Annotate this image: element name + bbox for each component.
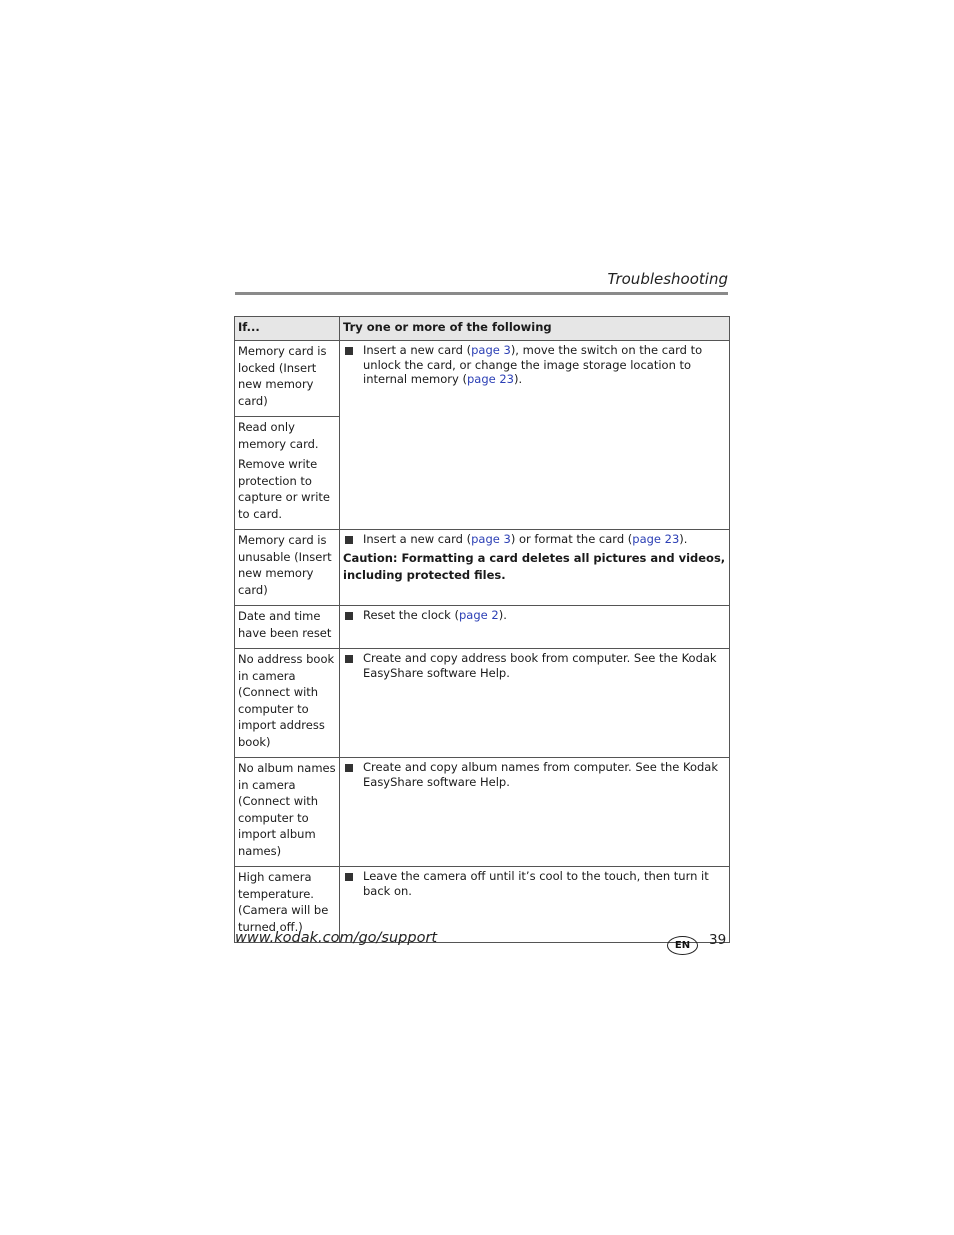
action-item bbox=[343, 869, 726, 898]
table-row bbox=[235, 606, 730, 649]
condition-text: High camera temperature. (Camera will be turned off.) bbox=[238, 870, 329, 934]
page-link[interactable]: page 23 bbox=[466, 372, 514, 386]
condition-text: Memory card is unusable (Insert new memory card) bbox=[238, 533, 332, 597]
table-header-row bbox=[235, 317, 730, 341]
table-row bbox=[235, 758, 730, 867]
section-title: Troubleshooting bbox=[607, 270, 728, 288]
action-text: Create and copy album names from computer. See the Kodak EasyShare software Help. bbox=[363, 760, 719, 789]
action-item bbox=[343, 532, 726, 547]
action-cell bbox=[340, 606, 730, 649]
condition-cell bbox=[235, 649, 340, 758]
bullet-square-icon bbox=[345, 347, 353, 355]
action-text: ), move the switch on the card to unlock the card, or change the image storage location to internal memory ( bbox=[363, 343, 703, 386]
action-item bbox=[343, 343, 726, 387]
table-row bbox=[235, 341, 730, 417]
table-row bbox=[235, 530, 730, 606]
table-row bbox=[235, 649, 730, 758]
page-link[interactable]: page 23 bbox=[632, 532, 680, 546]
action-text: Leave the camera off until it’s cool to the touch, then turn it back on. bbox=[363, 869, 709, 898]
action-text: ). bbox=[498, 608, 507, 622]
condition-cell bbox=[235, 758, 340, 867]
bullet-square-icon bbox=[345, 612, 353, 620]
troubleshooting-table bbox=[234, 316, 730, 943]
column-header-if: If... bbox=[235, 317, 340, 341]
page-link[interactable]: page 3 bbox=[471, 532, 511, 546]
support-url[interactable]: www.kodak.com/go/support bbox=[235, 930, 438, 946]
page-link[interactable]: page 2 bbox=[459, 608, 499, 622]
action-text: Insert a new card ( bbox=[363, 532, 472, 546]
condition-text: Date and time have been reset bbox=[238, 609, 332, 640]
bullet-square-icon bbox=[345, 655, 353, 663]
action-text: Insert a new card ( bbox=[363, 343, 472, 357]
action-cell bbox=[340, 341, 730, 530]
language-badge: EN bbox=[667, 936, 698, 955]
action-text: ). bbox=[679, 532, 688, 546]
action-item bbox=[343, 760, 726, 789]
condition-cell bbox=[235, 606, 340, 649]
page-link[interactable]: page 3 bbox=[471, 343, 511, 357]
condition-text: No album names in camera (Connect with computer to import album names) bbox=[238, 761, 336, 858]
bullet-square-icon bbox=[345, 536, 353, 544]
condition-cell bbox=[235, 341, 340, 417]
condition-cell bbox=[235, 417, 340, 530]
action-cell bbox=[340, 530, 730, 606]
action-text: Create and copy address book from computer. See the Kodak EasyShare software Help. bbox=[363, 651, 717, 680]
action-item bbox=[343, 651, 726, 680]
header-rule bbox=[235, 292, 728, 295]
condition-text: Remove write protection to capture or write to card. bbox=[238, 457, 331, 521]
bullet-square-icon bbox=[345, 873, 353, 881]
bullet-square-icon bbox=[345, 764, 353, 772]
condition-text: Memory card is locked (Insert new memory card) bbox=[238, 344, 327, 408]
action-cell bbox=[340, 649, 730, 758]
action-text: ) or format the card ( bbox=[510, 532, 633, 546]
action-text: ). bbox=[514, 372, 523, 386]
page-number: 39 bbox=[709, 932, 727, 948]
action-text: Reset the clock ( bbox=[363, 608, 459, 622]
action-cell bbox=[340, 758, 730, 867]
condition-cell bbox=[235, 530, 340, 606]
action-item bbox=[343, 608, 726, 623]
caution-note: Caution: Formatting a card deletes all pictures and videos, including protected files. bbox=[343, 550, 726, 582]
column-header-try: Try one or more of the following bbox=[340, 317, 730, 341]
condition-text: No address book in camera (Connect with computer to import address book) bbox=[238, 652, 335, 749]
condition-text: Read only memory card. bbox=[238, 420, 319, 451]
